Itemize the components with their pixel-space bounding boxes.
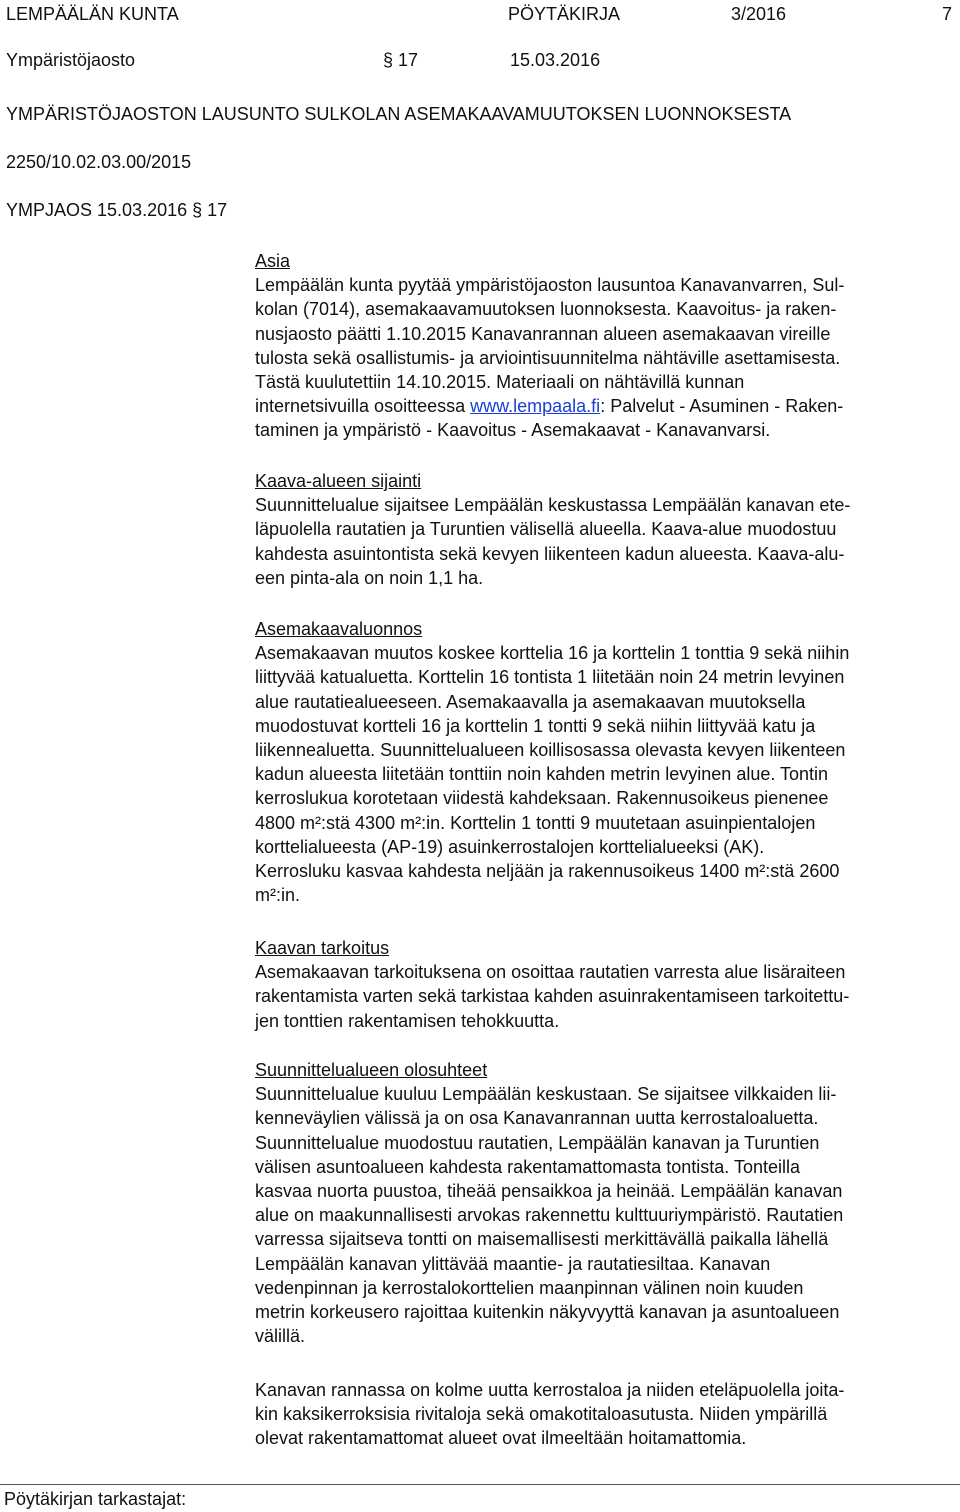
text-line: kahdesta asuintontista sekä kevyen liikenteen kadun alueesta. Kaava-alu-: [255, 543, 845, 564]
text-line: een pinta-ala on noin 1,1 ha.: [255, 567, 484, 588]
doc-type: PÖYTÄKIRJA: [508, 4, 621, 24]
section-conditions: [255, 1058, 960, 1348]
text-line: läpuolella rautatien ja Turuntien välisellä alueella. Kaava-alue muodostuu: [255, 519, 837, 540]
text-line: jen tonttien rakentamisen tehokkuutta.: [255, 1010, 560, 1031]
text-line: 4800 m²:stä 4300 m²:in. Korttelin 1 tontti 9 muutetaan asuinpientalojen: [255, 812, 816, 833]
text-line: varressa sijaitseva tontti on maisemallisesti merkittävällä paikalla lähellä: [255, 1229, 829, 1250]
section-location: [255, 469, 960, 590]
text-segment: : Palvelut - Asuminen - Raken-: [600, 396, 844, 417]
website-link[interactable]: www.lempaala.fi: [470, 396, 601, 417]
section-heading: Kaavan tarkoitus: [255, 938, 390, 958]
text-line: liikennealuetta. Suunnittelualueen koillisosassa olevasta kevyen liikenteen: [255, 740, 846, 761]
text-segment: internetsivuilla osoitteessa: [255, 396, 471, 417]
page-title: YMPÄRISTÖJAOSTON LAUSUNTO SULKOLAN ASEMAKAAVAMUUTOKSEN LUONNOKSESTA: [6, 104, 792, 124]
section-symbol: §: [383, 50, 394, 70]
text-line: Kerrosluku kasvaa kahdesta neljään ja rakennusoikeus 1400 m²:stä 2600: [255, 861, 840, 882]
section-heading: Asemakaavaluonnos: [255, 619, 423, 639]
section-heading: Suunnittelualueen olosuhteet: [255, 1060, 488, 1080]
text-line: Lempäälän kanavan ylittävää maantie- ja rautatiesiltaa. Kanavan: [255, 1253, 771, 1274]
text-line: muodostuvat kortteli 16 ja korttelin 1 tontti 9 sekä niihin liittyvää katu ja: [255, 715, 816, 736]
text-line: välisen asuntoalueen kahdesta rakentamattomasta tontista. Tonteilla: [255, 1156, 801, 1177]
text-line: tulosta sekä osallistumis- ja arviointisuunnitelma nähtäville asettamisesta.: [255, 347, 841, 368]
footer-rule: [0, 1484, 960, 1485]
committee-name: Ympäristöjaosto: [6, 50, 136, 70]
text-line: kerroslukua korotetaan viidestä kahdeksaan. Rakennusoikeus pienenee: [255, 788, 829, 809]
text-line: liittyvää katualuetta. Korttelin 16 tontista 1 liitetään noin 24 metrin levyinen: [255, 667, 845, 688]
doc-number: 3/2016: [731, 4, 787, 24]
text-line: m²:in.: [255, 885, 300, 906]
section-heading: Asia: [255, 251, 291, 271]
page-number: 7: [942, 4, 953, 24]
meeting-date: 15.03.2016: [510, 50, 601, 70]
text-line: välillä.: [255, 1326, 306, 1347]
text-line: taminen ja ympäristö - Kaavoitus - Asemakaavat - Kanavanvarsi.: [255, 420, 771, 441]
record-id: 2250/10.02.03.00/2015: [6, 152, 192, 172]
section-surroundings: [255, 1378, 960, 1451]
org-name: LEMPÄÄLÄN KUNTA: [6, 4, 179, 24]
reviewers-label: Pöytäkirjan tarkastajat:: [4, 1489, 187, 1509]
text-line: metrin korkeusero rajoittaa kuitenkin näkyvyyttä kanavan ja asuntoalueen: [255, 1302, 840, 1323]
meeting-ref-number: 17: [207, 200, 228, 220]
text-line: Asemakaavan tarkoituksena on osoittaa rautatien varresta alue lisäraiteen: [255, 962, 846, 983]
text-line: Lempäälän kunta pyytää ympäristöjaoston lausuntoa Kanavanvarren, Sul-: [255, 275, 845, 296]
text-line: kin kaksikerroksisia rivitaloja sekä omakotitaloasutusta. Niiden ympärillä: [255, 1404, 828, 1425]
text-line: Suunnittelualue sijaitsee Lempäälän keskustassa Lempäälän kanavan ete-: [255, 495, 851, 516]
section-heading: Kaava-alueen sijainti: [255, 471, 422, 491]
text-line: alue on maakunnallisesti arvokas rakennettu kulttuuriympäristö. Rautatien: [255, 1205, 844, 1226]
text-line: rakentamista varten sekä tarkistaa kahden asuinrakentamiseen tarkoitettu-: [255, 986, 850, 1007]
text-line: Suunnittelualue muodostuu rautatien, Lempäälän kanavan ja Turuntien: [255, 1132, 820, 1153]
section-purpose: [255, 936, 960, 1033]
section-plan-draft: [255, 617, 960, 907]
text-line: [255, 394, 960, 418]
text-line: kolan (7014), asemakaavamuutoksen luonnoksesta. Kaavoitus- ja raken-: [255, 299, 837, 320]
text-line: korttelialueesta (AP-19) asuinkerrostalojen korttelialueeksi (AK).: [255, 836, 765, 857]
text-line: Tästä kuulutettiin 14.10.2015. Materiaali on nähtävillä kunnan: [255, 372, 745, 393]
section-asia: [255, 249, 960, 443]
text-line: kenneväylien välissä ja on osa Kanavanrannan uutta kerrostaloaluetta.: [255, 1108, 819, 1129]
section-symbol: §: [192, 200, 203, 220]
text-line: kasvaa nuorta puustoa, tiheää pensaikkoa ja heinää. Lempäälän kanavan: [255, 1181, 843, 1202]
text-line: Suunnittelualue kuuluu Lempäälän keskustaan. Se sijaitsee vilkkaiden lii-: [255, 1084, 837, 1105]
text-line: olevat rakentamattomat alueet ovat ilmeeltään hoitamattomia.: [255, 1428, 747, 1449]
text-line: alue rautatiealueeseen. Asemakaavalla ja asemakaavan muutoksella: [255, 691, 806, 712]
text-line: vedenpinnan ja kerrostalokorttelien maanpinnan välinen noin kuuden: [255, 1277, 804, 1298]
section-ref: [383, 48, 418, 72]
meeting-ref-text: YMPJAOS 15.03.2016: [6, 200, 188, 220]
meeting-reference: [6, 198, 227, 222]
text-line: Asemakaavan muutos koskee korttelia 16 ja korttelin 1 tonttia 9 sekä niihin: [255, 643, 850, 664]
section-number: 17: [398, 50, 419, 70]
text-line: kadun alueesta liitetään tonttiin noin kahden metrin levyinen alue. Tontin: [255, 764, 829, 785]
text-line: Kanavan rannassa on kolme uutta kerrostaloa ja niiden eteläpuolella joita-: [255, 1380, 845, 1400]
text-line: nusjaosto päätti 1.10.2015 Kanavanrannan alueen asemakaavan vireille: [255, 323, 831, 344]
